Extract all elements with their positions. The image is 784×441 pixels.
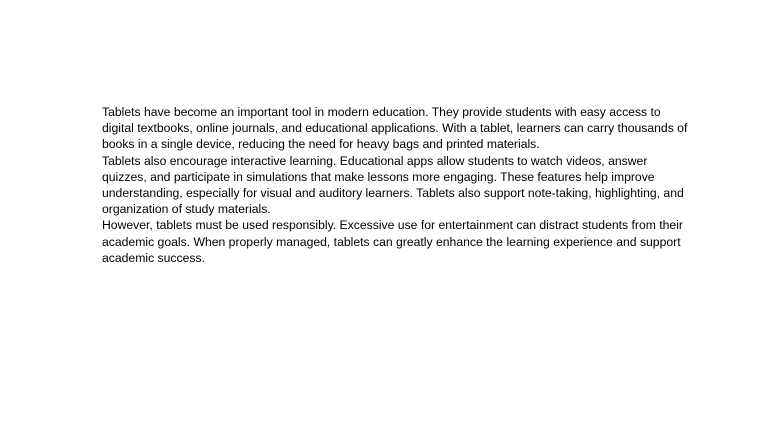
paragraph-responsible-use: However, tablets must be used responsibly. Excessive use for entertainment can distract students from their academic goals. When properly managed, tablets can greatly enhance the learning experience and support academic success. bbox=[102, 218, 683, 265]
document-body bbox=[102, 104, 694, 266]
paragraph-interactive-learning: Tablets also encourage interactive learning. Educational apps allow students to watch videos, answer quizzes, and participate in simulations that make lessons more engaging. These features help improve understanding, especially for visual and auditory learners. Tablets also support note-taking, highlighting, and organization of study materials. bbox=[102, 153, 684, 217]
paragraph-intro: Tablets have become an important tool in modern education. They provide students with easy access to digital textbooks, online journals, and educational applications. With a tablet, learners can carry thousands of books in a single device, reducing the need for heavy bags and printed materials. bbox=[102, 105, 688, 152]
